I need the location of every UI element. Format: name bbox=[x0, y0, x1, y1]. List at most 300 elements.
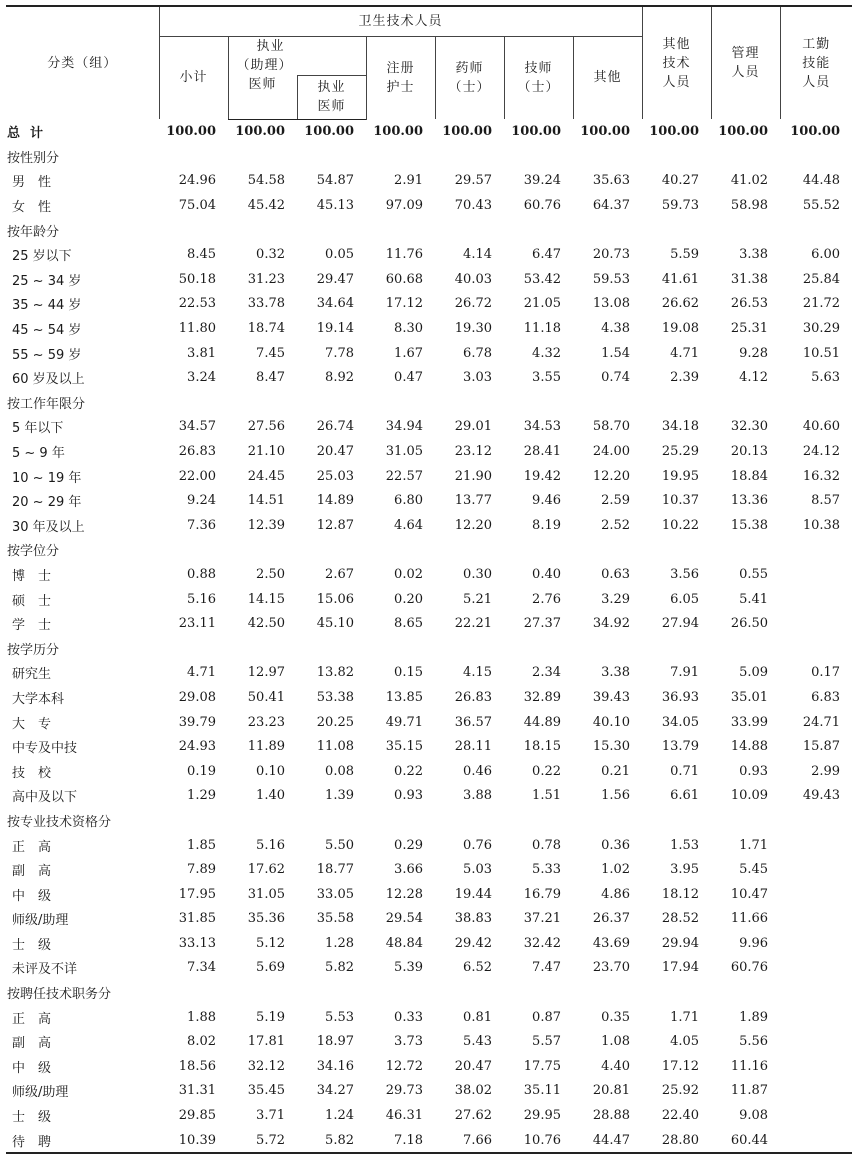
cell-value: 34.64 bbox=[316, 296, 354, 312]
cell-value: 25.92 bbox=[661, 1083, 700, 1099]
cell-value: 0.19 bbox=[187, 763, 216, 779]
cell-value: 0.22 bbox=[394, 763, 423, 779]
cell-value: 34.57 bbox=[178, 419, 216, 435]
cell-value bbox=[366, 218, 435, 243]
cell-value bbox=[297, 538, 366, 563]
cell-value: 29.95 bbox=[523, 1108, 561, 1124]
table-row bbox=[6, 193, 852, 218]
cell-value bbox=[159, 390, 228, 415]
cell-value: 0.33 bbox=[394, 1009, 423, 1025]
cell-value: 25.03 bbox=[316, 468, 354, 484]
row-label: 中 级 bbox=[12, 1060, 52, 1076]
cell-value bbox=[366, 390, 435, 415]
cell-value: 23.70 bbox=[592, 960, 631, 976]
table-row bbox=[6, 956, 852, 981]
cell-value: 7.91 bbox=[670, 665, 700, 681]
cell-value bbox=[780, 956, 852, 981]
cell-value: 12.87 bbox=[316, 517, 354, 533]
technician-header: 技师 （士） bbox=[504, 36, 573, 119]
cell-value: 49.43 bbox=[802, 788, 841, 804]
cell-value: 22.21 bbox=[454, 616, 492, 632]
table-row bbox=[6, 439, 852, 464]
cell-value: 6.00 bbox=[811, 247, 841, 263]
row-label: 中专及中技 bbox=[12, 741, 78, 757]
cell-value: 0.08 bbox=[325, 763, 354, 779]
cell-value: 18.56 bbox=[178, 1058, 216, 1074]
cell-value: 3.88 bbox=[463, 788, 492, 804]
cell-value: 13.36 bbox=[730, 493, 769, 509]
cell-value: 20.73 bbox=[592, 247, 631, 263]
cell-value: 53.42 bbox=[523, 271, 561, 287]
cell-value: 34.05 bbox=[661, 714, 700, 730]
row-label: 5 ~ 9 年 bbox=[12, 446, 65, 462]
cell-value: 7.66 bbox=[435, 1128, 504, 1154]
cell-value: 53.38 bbox=[316, 689, 354, 705]
cell-value: 11.16 bbox=[730, 1058, 769, 1074]
other-tech-header: 其他 技术 人员 bbox=[642, 6, 711, 119]
cell-value bbox=[780, 931, 852, 956]
cell-value: 0.46 bbox=[463, 763, 492, 779]
cell-value: 35.45 bbox=[247, 1083, 285, 1099]
section-row bbox=[6, 636, 852, 661]
cell-value: 5.63 bbox=[811, 370, 841, 386]
cell-value bbox=[159, 218, 228, 243]
cell-value: 10.47 bbox=[730, 886, 769, 902]
cell-value: 3.66 bbox=[394, 862, 423, 878]
cell-value: 29.94 bbox=[661, 935, 700, 951]
cell-value bbox=[780, 218, 852, 243]
cell-value: 0.74 bbox=[601, 370, 631, 386]
cell-value: 27.37 bbox=[523, 616, 561, 632]
cell-value: 8.45 bbox=[187, 247, 216, 263]
practicing-assistant-header: 执业 （助理） bbox=[228, 36, 366, 75]
cell-value: 0.87 bbox=[532, 1009, 561, 1025]
cell-value: 19.08 bbox=[661, 321, 700, 337]
cell-value: 58.98 bbox=[730, 198, 769, 214]
cell-value: 24.93 bbox=[178, 739, 216, 755]
cell-value bbox=[159, 980, 228, 1005]
cell-value bbox=[366, 808, 435, 833]
cell-value: 8.30 bbox=[394, 321, 423, 337]
cell-value: 18.74 bbox=[247, 321, 285, 337]
row-label: 30 年及以上 bbox=[12, 519, 85, 535]
row-label: 师级/助理 bbox=[12, 913, 69, 929]
table-row bbox=[6, 882, 852, 907]
cell-value: 29.47 bbox=[316, 271, 354, 287]
cell-value: 31.05 bbox=[385, 444, 423, 460]
cell-value: 100.00 bbox=[580, 124, 631, 140]
cell-value bbox=[780, 1029, 852, 1054]
cell-value: 15.06 bbox=[316, 591, 354, 607]
cell-value: 5.72 bbox=[228, 1128, 297, 1154]
cell-value: 60.76 bbox=[523, 198, 561, 214]
cell-value: 0.88 bbox=[187, 566, 216, 582]
row-label: 按专业技术资格分 bbox=[7, 814, 112, 830]
cell-value: 4.12 bbox=[739, 370, 769, 386]
cell-value: 15.38 bbox=[730, 517, 769, 533]
table-row bbox=[6, 562, 852, 587]
cell-value: 10.39 bbox=[159, 1128, 228, 1154]
cell-value bbox=[642, 538, 711, 563]
cell-value: 11.18 bbox=[523, 321, 561, 337]
cell-value: 39.43 bbox=[592, 689, 631, 705]
cell-value: 1.51 bbox=[532, 788, 561, 804]
cell-value: 8.92 bbox=[325, 370, 354, 386]
cell-value: 8.02 bbox=[187, 1034, 216, 1050]
cell-value: 19.42 bbox=[523, 468, 561, 484]
cell-value: 26.74 bbox=[316, 419, 354, 435]
cell-value: 0.05 bbox=[325, 247, 354, 263]
cell-value: 14.88 bbox=[730, 739, 769, 755]
table-row bbox=[6, 1029, 852, 1054]
cell-value bbox=[435, 144, 504, 169]
cell-value: 18.15 bbox=[523, 739, 561, 755]
cell-value: 18.12 bbox=[661, 886, 700, 902]
cell-value: 45.13 bbox=[316, 198, 354, 214]
cell-value: 24.00 bbox=[592, 444, 631, 460]
cell-value: 1.67 bbox=[394, 345, 423, 361]
cell-value: 38.83 bbox=[454, 911, 492, 927]
cell-value: 2.59 bbox=[601, 493, 631, 509]
cell-value: 100.00 bbox=[718, 124, 769, 140]
row-label: 研究生 bbox=[12, 667, 52, 683]
row-label: 25 岁以下 bbox=[12, 249, 72, 265]
cell-value: 17.12 bbox=[385, 296, 423, 312]
row-label: 未评及不详 bbox=[12, 962, 78, 978]
cell-value: 29.85 bbox=[178, 1108, 216, 1124]
cell-value: 3.71 bbox=[256, 1108, 285, 1124]
cell-value: 3.38 bbox=[739, 247, 769, 263]
table-row bbox=[6, 169, 852, 194]
cell-value: 9.28 bbox=[739, 345, 769, 361]
cell-value: 34.53 bbox=[523, 419, 561, 435]
cell-value: 23.11 bbox=[178, 616, 216, 632]
cell-value: 45.42 bbox=[247, 198, 285, 214]
cell-value: 19.95 bbox=[661, 468, 700, 484]
cell-value: 4.86 bbox=[601, 886, 631, 902]
cell-value: 44.48 bbox=[802, 173, 841, 189]
cell-value: 20.47 bbox=[454, 1058, 492, 1074]
cell-value: 0.22 bbox=[532, 763, 561, 779]
cell-value: 19.44 bbox=[454, 886, 492, 902]
section-row bbox=[6, 390, 852, 415]
cell-value: 5.82 bbox=[325, 960, 354, 976]
cell-value: 0.32 bbox=[256, 247, 285, 263]
health-tech-header: 卫生技术人员 bbox=[159, 6, 642, 36]
cell-value: 0.40 bbox=[532, 566, 561, 582]
cell-value: 15.30 bbox=[592, 739, 631, 755]
cell-value: 40.60 bbox=[802, 419, 841, 435]
cell-value: 10.09 bbox=[730, 788, 769, 804]
cell-value: 28.52 bbox=[661, 911, 700, 927]
cell-value: 14.15 bbox=[247, 591, 285, 607]
cell-value bbox=[780, 1103, 852, 1128]
cell-value: 20.47 bbox=[316, 444, 354, 460]
section-row bbox=[6, 808, 852, 833]
cell-value: 64.37 bbox=[592, 198, 631, 214]
cell-value: 55.52 bbox=[802, 198, 841, 214]
row-label: 副 高 bbox=[12, 864, 52, 880]
cell-value bbox=[780, 857, 852, 882]
cell-value: 58.70 bbox=[592, 419, 631, 435]
cell-value: 26.37 bbox=[592, 911, 631, 927]
cell-value: 13.77 bbox=[454, 493, 492, 509]
cell-value: 24.71 bbox=[802, 714, 841, 730]
cell-value: 3.56 bbox=[670, 566, 700, 582]
cell-value: 3.55 bbox=[532, 370, 561, 386]
cell-value: 1.85 bbox=[187, 837, 216, 853]
table-row bbox=[6, 710, 852, 735]
total-row bbox=[6, 119, 852, 144]
row-label: 学 士 bbox=[12, 618, 52, 634]
cell-value: 17.75 bbox=[523, 1058, 561, 1074]
cell-value bbox=[228, 808, 297, 833]
cell-value: 35.11 bbox=[523, 1083, 561, 1099]
cell-value: 2.99 bbox=[811, 763, 841, 779]
cell-value: 6.61 bbox=[670, 788, 700, 804]
cell-value: 54.87 bbox=[316, 173, 354, 189]
cell-value: 20.13 bbox=[730, 444, 769, 460]
cell-value: 23.23 bbox=[247, 714, 285, 730]
table-row bbox=[6, 931, 852, 956]
cell-value: 1.89 bbox=[739, 1009, 769, 1025]
cell-value: 48.84 bbox=[385, 935, 423, 951]
category-header: 分类（组） bbox=[6, 6, 159, 119]
cell-value: 100.00 bbox=[442, 124, 492, 140]
cell-value bbox=[228, 144, 297, 169]
cell-value bbox=[435, 980, 504, 1005]
row-label: 按工作年限分 bbox=[7, 396, 86, 412]
cell-value: 3.81 bbox=[187, 345, 216, 361]
cell-value: 16.32 bbox=[802, 468, 841, 484]
cell-value: 35.15 bbox=[385, 739, 423, 755]
table-row bbox=[6, 488, 852, 513]
cell-value: 5.33 bbox=[532, 862, 561, 878]
cell-value bbox=[711, 808, 780, 833]
row-label: 正 高 bbox=[12, 839, 52, 855]
cell-value: 5.16 bbox=[256, 837, 285, 853]
cell-value bbox=[780, 808, 852, 833]
cell-value bbox=[780, 562, 852, 587]
cell-value: 41.02 bbox=[730, 173, 769, 189]
cell-value: 7.18 bbox=[366, 1128, 435, 1154]
section-row bbox=[6, 218, 852, 243]
cell-value: 60.68 bbox=[385, 271, 423, 287]
cell-value: 0.21 bbox=[601, 763, 631, 779]
cell-value bbox=[780, 636, 852, 661]
cell-value bbox=[504, 636, 573, 661]
cell-value bbox=[780, 1005, 852, 1030]
cell-value: 42.50 bbox=[247, 616, 285, 632]
cell-value: 5.39 bbox=[394, 960, 423, 976]
cell-value bbox=[435, 218, 504, 243]
cell-value bbox=[504, 808, 573, 833]
cell-value: 9.24 bbox=[187, 493, 216, 509]
cell-value bbox=[366, 636, 435, 661]
table-row bbox=[6, 242, 852, 267]
cell-value: 60.44 bbox=[711, 1128, 780, 1154]
cell-value: 38.02 bbox=[454, 1083, 492, 1099]
cell-value: 2.50 bbox=[256, 566, 285, 582]
cell-value: 28.11 bbox=[454, 739, 492, 755]
cell-value bbox=[366, 538, 435, 563]
cell-value: 12.20 bbox=[454, 517, 492, 533]
cell-value: 4.32 bbox=[532, 345, 561, 361]
cell-value: 9.96 bbox=[739, 935, 769, 951]
cell-value: 100.00 bbox=[235, 124, 285, 140]
row-label: 55 ~ 59 岁 bbox=[12, 347, 82, 363]
cell-value: 3.73 bbox=[394, 1034, 423, 1050]
cell-value: 29.57 bbox=[454, 173, 492, 189]
cell-value bbox=[780, 611, 852, 636]
cell-value: 5.09 bbox=[739, 665, 769, 681]
cell-value: 12.97 bbox=[247, 665, 285, 681]
cell-value: 6.80 bbox=[394, 493, 423, 509]
cell-value: 5.56 bbox=[739, 1034, 769, 1050]
cell-value bbox=[159, 144, 228, 169]
personnel-composition-table bbox=[6, 5, 852, 1154]
cell-value bbox=[711, 218, 780, 243]
cell-value: 59.53 bbox=[592, 271, 631, 287]
cell-value: 5.50 bbox=[325, 837, 354, 853]
cell-value: 3.24 bbox=[187, 370, 216, 386]
pharmacist-header: 药师 （士） bbox=[435, 36, 504, 119]
cell-value: 29.08 bbox=[178, 689, 216, 705]
cell-value: 1.08 bbox=[601, 1034, 631, 1050]
cell-value: 34.16 bbox=[316, 1058, 354, 1074]
row-label: 10 ~ 19 年 bbox=[12, 470, 82, 486]
practicing-assistant-physician-label: 医师 bbox=[228, 75, 297, 119]
cell-value: 100.00 bbox=[511, 124, 561, 140]
cell-value: 12.39 bbox=[247, 517, 285, 533]
cell-value: 0.17 bbox=[811, 665, 841, 681]
cell-value: 0.93 bbox=[394, 788, 423, 804]
table-row bbox=[6, 685, 852, 710]
row-label: 士 级 bbox=[12, 937, 52, 953]
cell-value: 31.38 bbox=[730, 271, 769, 287]
cell-value: 2.39 bbox=[670, 370, 700, 386]
cell-value: 26.53 bbox=[730, 296, 769, 312]
row-label: 女 性 bbox=[12, 200, 52, 216]
cell-value: 33.78 bbox=[247, 296, 285, 312]
cell-value: 100.00 bbox=[790, 124, 841, 140]
cell-value: 28.80 bbox=[642, 1128, 711, 1154]
cell-value: 70.43 bbox=[454, 198, 492, 214]
cell-value: 29.73 bbox=[385, 1083, 423, 1099]
cell-value: 21.72 bbox=[802, 296, 841, 312]
cell-value bbox=[573, 538, 642, 563]
cell-value: 25.29 bbox=[661, 444, 700, 460]
cell-value: 13.85 bbox=[385, 689, 423, 705]
cell-value: 49.71 bbox=[385, 714, 423, 730]
cell-value: 0.10 bbox=[256, 763, 285, 779]
cell-value bbox=[504, 980, 573, 1005]
cell-value: 29.01 bbox=[454, 419, 492, 435]
row-label: 60 岁及以上 bbox=[12, 372, 85, 388]
cell-value bbox=[642, 144, 711, 169]
cell-value: 12.28 bbox=[385, 886, 423, 902]
cell-value: 33.05 bbox=[316, 886, 354, 902]
cell-value bbox=[297, 218, 366, 243]
cell-value: 16.79 bbox=[523, 886, 561, 902]
table-row bbox=[6, 1103, 852, 1128]
cell-value: 41.61 bbox=[661, 271, 700, 287]
cell-value: 60.76 bbox=[730, 960, 769, 976]
cell-value: 13.82 bbox=[316, 665, 354, 681]
cell-value: 20.81 bbox=[592, 1083, 631, 1099]
cell-value: 13.08 bbox=[592, 296, 631, 312]
cell-value bbox=[780, 144, 852, 169]
row-label: 按学历分 bbox=[7, 642, 60, 658]
table-row bbox=[6, 587, 852, 612]
cell-value bbox=[642, 808, 711, 833]
cell-value bbox=[504, 390, 573, 415]
cell-value: 28.41 bbox=[523, 444, 561, 460]
cell-value: 26.50 bbox=[730, 616, 769, 632]
cell-value bbox=[504, 144, 573, 169]
cell-value: 14.89 bbox=[316, 493, 354, 509]
table-header bbox=[6, 6, 852, 119]
cell-value: 17.12 bbox=[661, 1058, 700, 1074]
cell-value: 2.76 bbox=[532, 591, 561, 607]
cell-value bbox=[297, 808, 366, 833]
cell-value: 1.40 bbox=[256, 788, 285, 804]
row-label: 副 高 bbox=[12, 1036, 52, 1052]
cell-value: 39.79 bbox=[178, 714, 216, 730]
cell-value: 5.82 bbox=[297, 1128, 366, 1154]
cell-value: 24.96 bbox=[178, 173, 216, 189]
cell-value: 22.40 bbox=[661, 1108, 700, 1124]
cell-value: 31.31 bbox=[178, 1083, 216, 1099]
cell-value: 30.29 bbox=[802, 321, 841, 337]
cell-value: 100.00 bbox=[373, 124, 423, 140]
cell-value: 50.18 bbox=[178, 271, 216, 287]
table-body bbox=[6, 119, 852, 1153]
cell-value bbox=[780, 390, 852, 415]
cell-value: 22.57 bbox=[385, 468, 423, 484]
cell-value: 18.97 bbox=[316, 1034, 354, 1050]
cell-value: 8.65 bbox=[394, 616, 423, 632]
cell-value: 0.36 bbox=[601, 837, 631, 853]
cell-value: 3.95 bbox=[670, 862, 700, 878]
cell-value: 40.10 bbox=[592, 714, 631, 730]
cell-value: 1.53 bbox=[670, 837, 700, 853]
cell-value: 31.05 bbox=[247, 886, 285, 902]
section-row bbox=[6, 538, 852, 563]
table-row bbox=[6, 759, 852, 784]
cell-value bbox=[711, 980, 780, 1005]
cell-value: 5.16 bbox=[187, 591, 216, 607]
cell-value: 35.01 bbox=[730, 689, 769, 705]
section-row bbox=[6, 980, 852, 1005]
cell-value: 35.36 bbox=[247, 911, 285, 927]
cell-value: 23.12 bbox=[454, 444, 492, 460]
cell-value: 36.57 bbox=[454, 714, 492, 730]
cell-value bbox=[711, 144, 780, 169]
cell-value: 4.38 bbox=[601, 321, 631, 337]
cell-value: 0.76 bbox=[463, 837, 492, 853]
table-row bbox=[6, 464, 852, 489]
cell-value: 5.12 bbox=[256, 935, 285, 951]
cell-value: 9.46 bbox=[532, 493, 561, 509]
row-label: 按性别分 bbox=[7, 150, 60, 166]
row-label: 师级/助理 bbox=[12, 1085, 69, 1101]
cell-value: 26.83 bbox=[178, 444, 216, 460]
table-row bbox=[6, 611, 852, 636]
cell-value: 5.69 bbox=[256, 960, 285, 976]
cell-value: 5.21 bbox=[463, 591, 492, 607]
table-row bbox=[6, 365, 852, 390]
